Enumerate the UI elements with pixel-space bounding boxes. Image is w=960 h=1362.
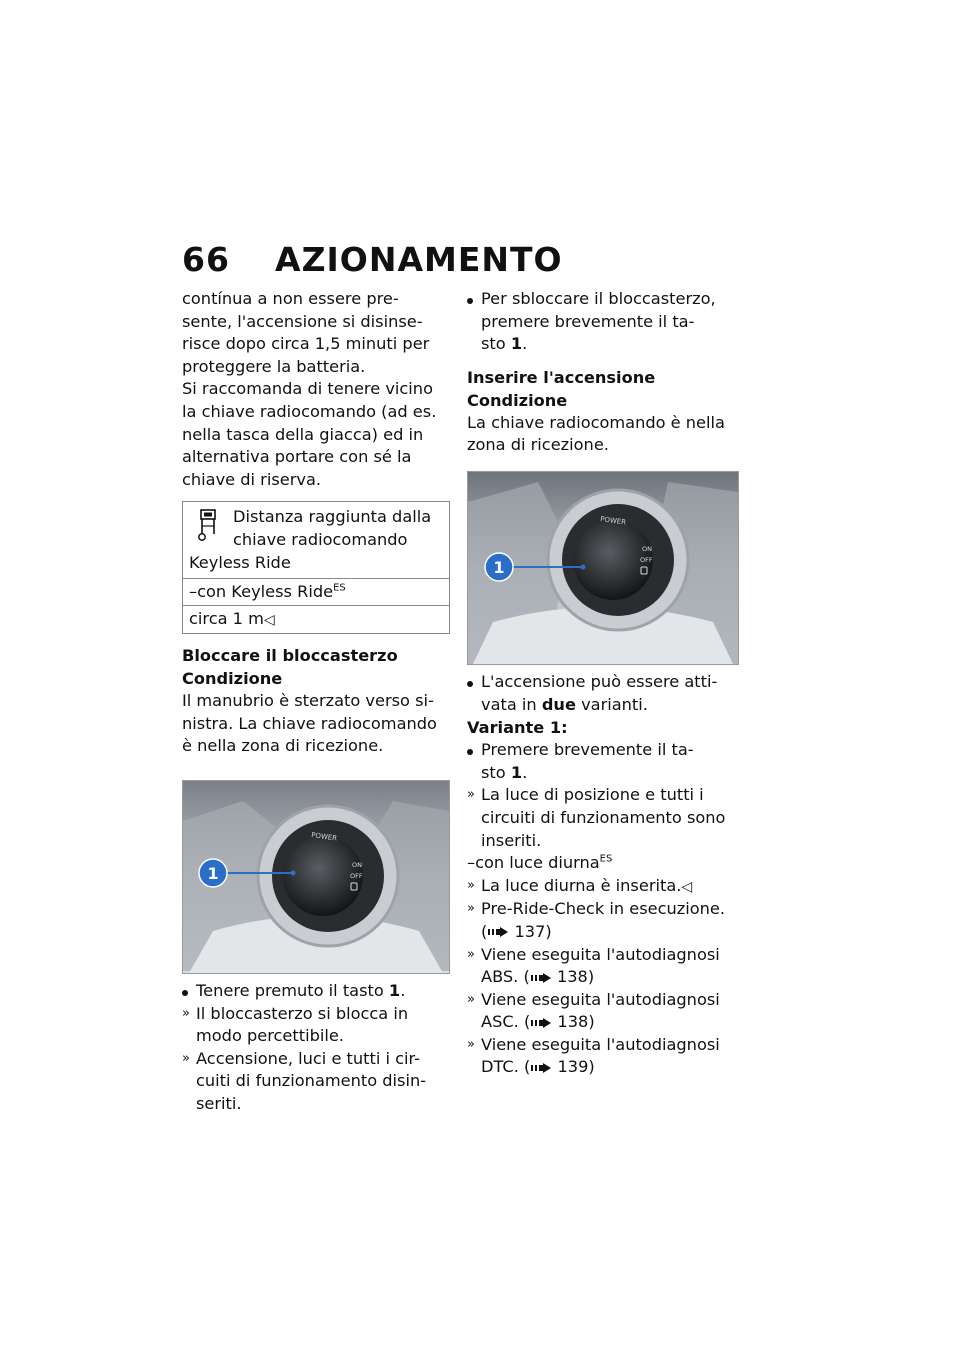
spec-header	[183, 502, 449, 578]
result-item: » Pre-Ride-Check in esecuzione. ( 137)	[467, 898, 739, 943]
result-line: cuiti di funzionamento disin-	[196, 1071, 427, 1091]
step-end: .	[522, 762, 528, 782]
result-line: ABS. (	[481, 967, 530, 987]
result-line: ASC. (	[481, 1012, 531, 1032]
result-line: Il bloccasterzo si blocca in	[196, 1003, 409, 1023]
heading-lock-steering: Bloccare il bloccasterzo	[182, 646, 398, 666]
intro-paragraph	[182, 288, 450, 491]
result-icon: »	[467, 1036, 475, 1052]
spec-value-row	[183, 605, 449, 633]
intro-line: la chiave radiocomando (ad es.	[182, 401, 437, 421]
step-line: sto	[481, 334, 511, 354]
heading-condition: Condizione	[467, 390, 568, 410]
result-line: La luce di posizione e tutti i	[481, 785, 704, 805]
page-ref-arrow-icon	[530, 972, 552, 984]
condition-day	[467, 852, 739, 875]
left-column	[182, 288, 450, 1115]
condition-line: è nella zona di ricezione.	[182, 736, 384, 756]
result-icon: »	[182, 1005, 190, 1021]
spec-label: Distanza raggiunta dalla	[233, 507, 432, 527]
step-line: sto	[481, 762, 511, 782]
result-icon: »	[182, 1050, 190, 1066]
result-icon: »	[467, 946, 475, 962]
result-line: Accensione, luci e tutti i cir-	[196, 1048, 420, 1068]
result-icon: »	[467, 787, 475, 803]
page-reference[interactable]: 138)	[556, 967, 595, 987]
bullet-icon	[182, 990, 188, 996]
result-icon: »	[467, 991, 475, 1007]
result-item	[467, 784, 739, 852]
info-line: varianti.	[575, 694, 648, 714]
page-ref-arrow-icon	[487, 926, 509, 938]
page-ref-arrow-icon	[530, 1062, 552, 1074]
end-mark: ◁	[681, 878, 693, 895]
step-line: premere brevemente il ta-	[481, 311, 695, 331]
step-text: Tenere premuto il tasto	[196, 980, 389, 1000]
result-line: seriti.	[196, 1093, 242, 1113]
step-end: .	[522, 334, 528, 354]
callout-1: 1	[493, 557, 505, 577]
callout-1: 1	[207, 863, 219, 883]
spec-label: Keyless Ride	[189, 552, 291, 572]
action-step	[182, 980, 450, 1003]
step-ref: 1	[388, 980, 401, 1000]
result-line: La luce diurna è inserita.	[481, 875, 682, 895]
section-title: AZIONAMENTO	[275, 240, 563, 279]
result-item	[467, 989, 739, 1034]
power-label: POWER	[599, 515, 627, 527]
info-item	[467, 671, 739, 716]
page-header	[182, 240, 563, 279]
action-step	[467, 288, 739, 356]
spec-label: chiave radiocomando	[233, 529, 408, 549]
step-ref: 1	[510, 762, 523, 782]
intro-line: alternativa portare con sé la	[182, 447, 412, 467]
condition-text: –con luce diurna	[467, 853, 600, 873]
info-line: L'accensione può essere atti-	[481, 671, 718, 691]
on-label: ON	[352, 860, 362, 869]
condition-paragraph	[182, 690, 450, 758]
action-step	[467, 739, 739, 784]
intro-line: nella tasca della giacca) ed in	[182, 424, 424, 444]
step-line: Premere brevemente il ta-	[481, 740, 694, 760]
technical-data-icon	[197, 508, 219, 542]
intro-line: Si raccomanda di tenere vicino	[182, 379, 433, 399]
result-item	[467, 875, 739, 899]
end-mark: ◁	[263, 612, 275, 629]
ignition-photo	[467, 471, 739, 665]
page-reference[interactable]: 137)	[514, 921, 552, 941]
condition-line: zona di ricezione.	[467, 435, 609, 455]
power-label: POWER	[310, 830, 338, 843]
result-icon: »	[467, 877, 475, 893]
result-line: circuiti di funzionamento sono	[481, 807, 726, 827]
intro-line: chiave di riserva.	[182, 469, 322, 489]
page-reference[interactable]: 138)	[557, 1012, 595, 1032]
spec-table	[182, 501, 450, 634]
info-line: vata in	[481, 694, 542, 714]
spec-condition-row	[183, 578, 449, 605]
result-item	[467, 944, 739, 989]
keyless-button-illustration	[183, 781, 449, 973]
result-item	[182, 1003, 450, 1048]
result-line: Viene eseguita l'autodiagnosi	[481, 989, 720, 1009]
condition-line: La chiave radiocomando è nella	[467, 412, 725, 432]
step-line: Per sbloccare il bloccasterzo,	[481, 289, 716, 308]
intro-line: risce dopo circa 1,5 minuti per	[182, 334, 430, 354]
page-number: 66	[182, 240, 230, 279]
result-line: Viene eseguita l'autodiagnosi	[481, 1034, 720, 1054]
result-line: Pre-Ride-Check in esecuzione.	[481, 899, 726, 919]
bullet-icon	[467, 749, 473, 755]
off-label: OFF	[350, 871, 363, 880]
heading-condition: Condizione	[182, 669, 283, 689]
condition-line: Il manubrio è sterzato verso si-	[182, 691, 434, 711]
option-marker: ES	[599, 853, 613, 865]
result-line: DTC. (	[481, 1057, 531, 1077]
spec-condition: –con Keyless Ride	[189, 582, 334, 602]
result-item	[182, 1048, 450, 1116]
result-icon: »	[467, 901, 475, 917]
right-column	[467, 288, 739, 1079]
page-reference[interactable]: 139)	[557, 1057, 595, 1077]
result-line: Viene eseguita l'autodiagnosi	[481, 944, 720, 964]
page-ref-arrow-icon	[530, 1017, 552, 1029]
bullet-icon	[467, 298, 473, 304]
on-label: ON	[642, 544, 652, 553]
intro-line: sente, l'accensione si disinse-	[182, 311, 423, 331]
spec-value: circa 1 m	[189, 609, 264, 629]
intro-line: contínua a non essere pre-	[182, 289, 399, 308]
keyless-button-illustration	[468, 472, 738, 664]
intro-line: proteggere la batteria.	[182, 356, 366, 376]
result-line: inseriti.	[481, 830, 542, 850]
variant-heading: Variante 1:	[467, 718, 568, 738]
result-line: modo percettibile.	[196, 1026, 344, 1046]
step-end: .	[400, 980, 406, 1000]
bullet-icon	[467, 681, 473, 687]
heading-ignition-on: Inserire l'accensione	[467, 367, 656, 387]
ignition-photo	[182, 780, 450, 974]
step-ref: 1	[510, 334, 523, 354]
condition-line: nistra. La chiave radiocomando	[182, 713, 437, 733]
emphasis: due	[541, 694, 576, 714]
off-label: OFF	[640, 555, 653, 564]
result-item	[467, 1034, 739, 1079]
option-marker: ES	[333, 582, 346, 594]
